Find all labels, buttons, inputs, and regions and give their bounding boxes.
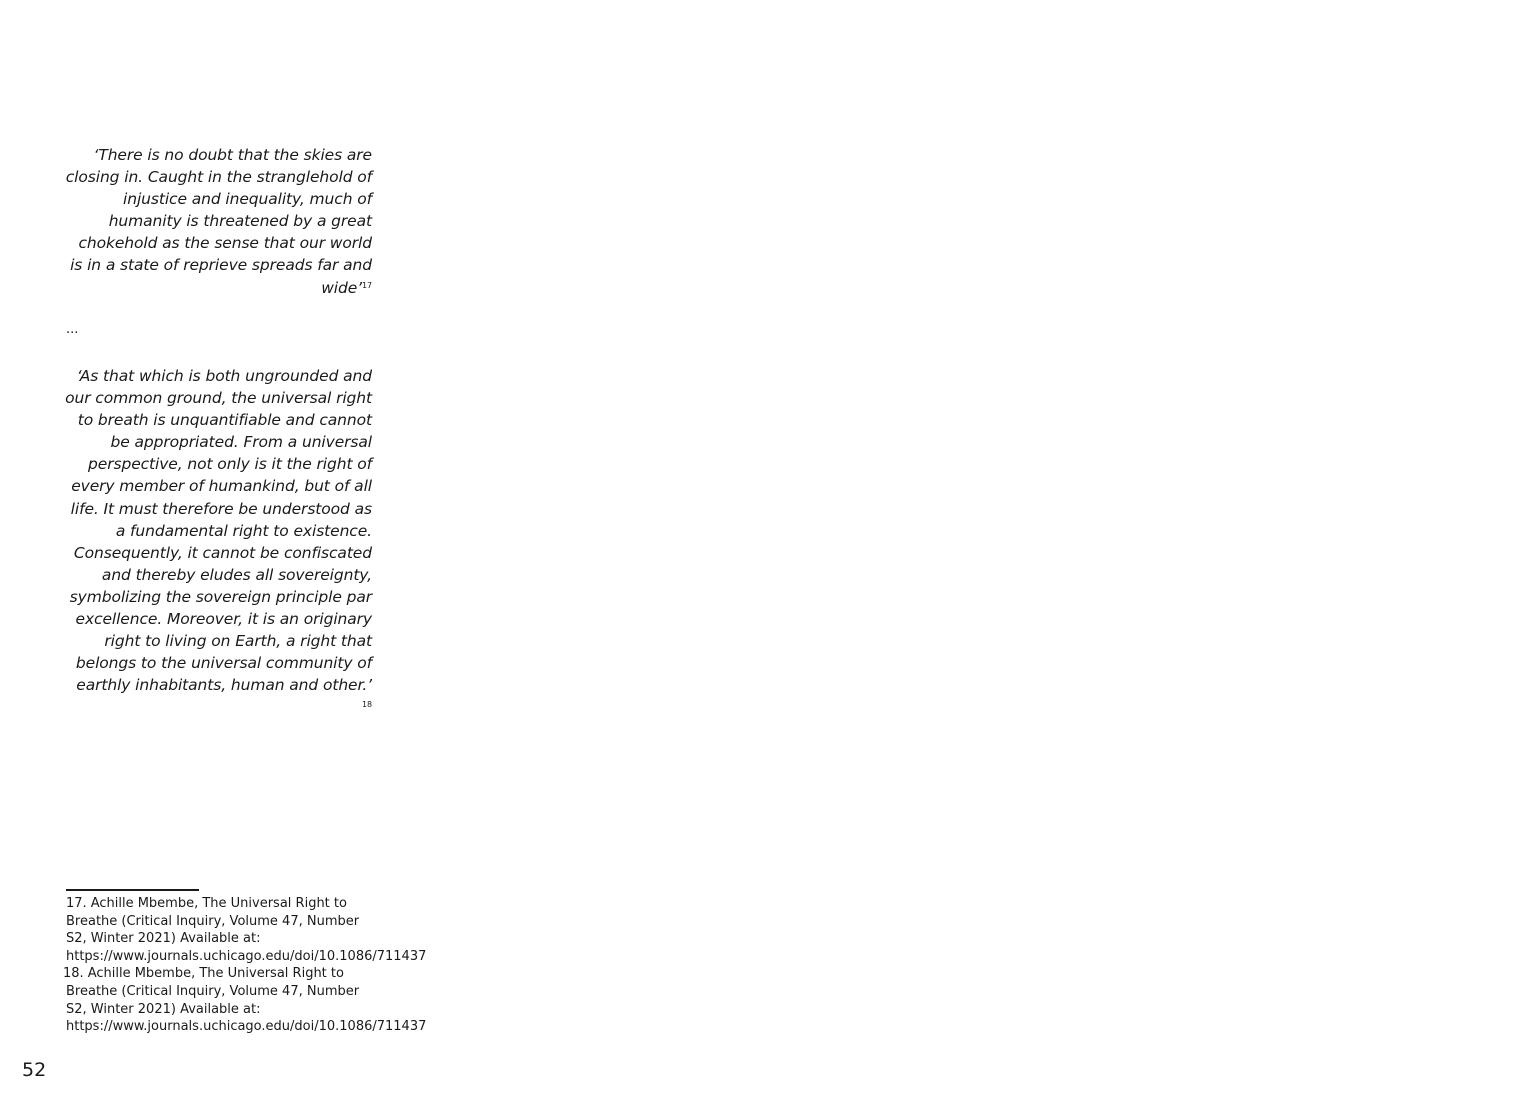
footnote-18 <box>63 965 427 1035</box>
footnote-ref-17[interactable]: 17 <box>362 280 372 290</box>
footnote-number: 17. <box>66 896 87 911</box>
footnotes <box>63 895 427 1036</box>
footnote-divider <box>66 889 199 891</box>
footnote-text: Achille Mbembe, The Universal Right to Breathe (Critical Inquiry, Volume 47, Number S2, Winter 2021) Available at: https://www.journals.uchicago.edu/doi/10.1086/711437 <box>66 966 427 1035</box>
footnote-text: Achille Mbembe, The Universal Right to Breathe (Critical Inquiry, Volume 47, Number S2, Winter 2021) Available at: https://www.journals.uchicago.edu/doi/10.1086/711437 <box>66 896 427 964</box>
pull-quote-1 <box>62 144 372 299</box>
footnote-17 <box>66 895 427 965</box>
footnote-ref-18[interactable]: 18 <box>362 700 372 710</box>
page-number: 52 <box>22 1059 47 1081</box>
pull-quote-2 <box>62 365 372 719</box>
quote-1-text: ‘There is no doubt that the skies are closing in. Caught in the stranglehold of injustice and inequality, much of humanity is threatened by a great chokehold as the sense that our world is in a state of reprieve spreads far and wide’ <box>65 146 372 297</box>
quote-2-text: ‘As that which is both ungrounded and our common ground, the universal right to breath is unquantifiable and cannot be appropriated. From a universal perspective, not only is it the right of every member of humankind, but of all life. It must therefore be understood as a fundamental right to existence. Consequently, it cannot be confiscated and thereby eludes all sovereignty, symbolizing the sovereign principle par excellence. Moreover, it is an originary right to living on Earth, a right that belongs to the universal community of earthly inhabitants, human and other.’ <box>65 367 372 695</box>
ellipsis-separator: ... <box>66 322 79 337</box>
footnote-number: 18. <box>63 966 84 982</box>
